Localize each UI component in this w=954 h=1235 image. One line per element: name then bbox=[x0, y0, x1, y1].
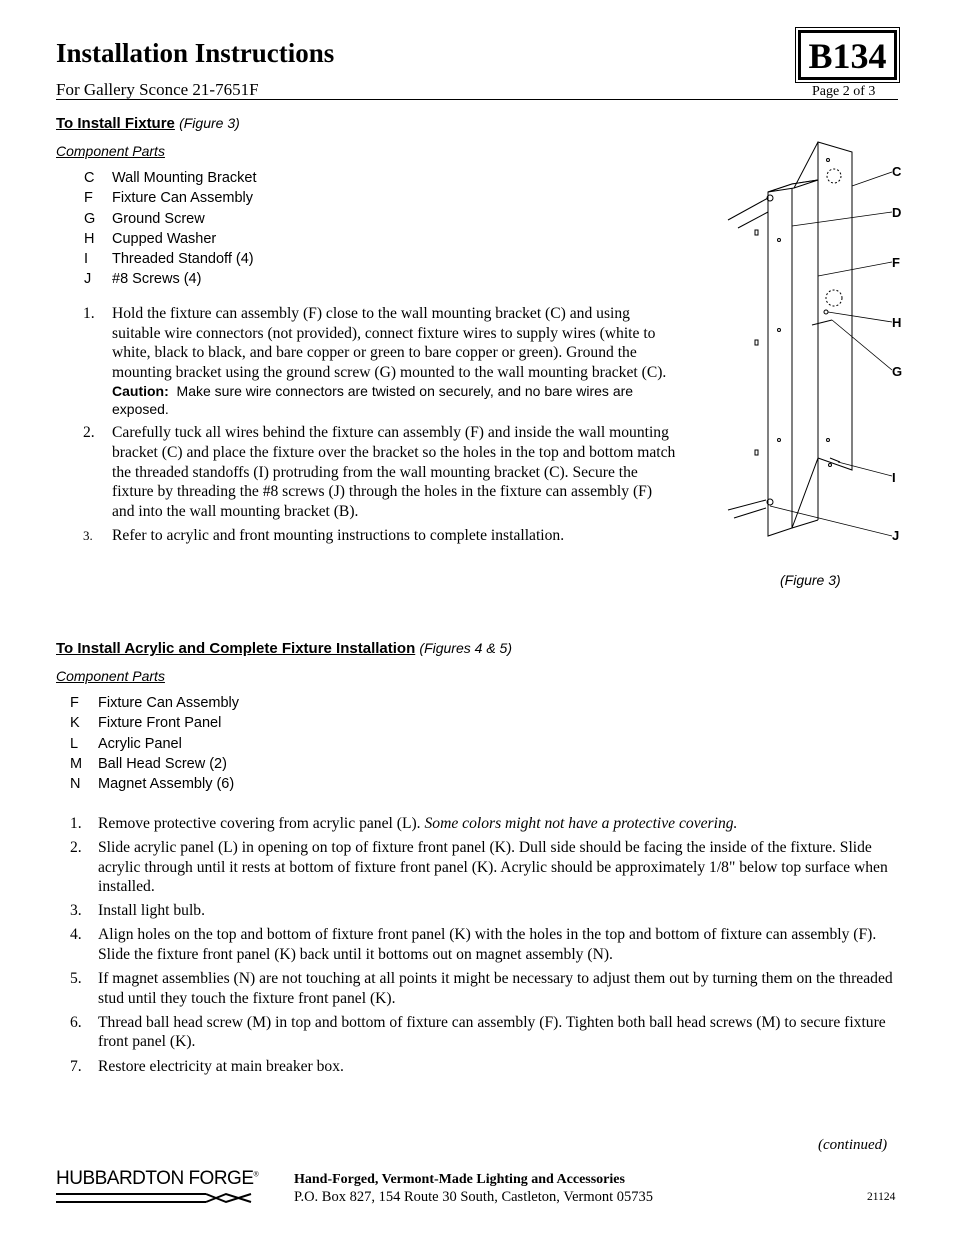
step-number: 3. bbox=[83, 528, 93, 544]
part-letter: F bbox=[84, 190, 93, 207]
part-item bbox=[70, 713, 239, 733]
part-name: Fixture Front Panel bbox=[98, 715, 222, 732]
part-letter: L bbox=[70, 735, 79, 752]
step-text: Remove protective covering from acrylic panel (L). bbox=[98, 815, 421, 832]
part-item bbox=[84, 249, 257, 269]
part-name: Ball Head Screw (2) bbox=[98, 755, 227, 772]
step-number: 4. bbox=[70, 926, 82, 944]
step-item bbox=[56, 1057, 896, 1077]
step-number: 7. bbox=[70, 1057, 82, 1075]
figure-label-g: G bbox=[892, 364, 903, 379]
step-number: 3. bbox=[70, 902, 82, 920]
part-item bbox=[70, 754, 239, 774]
step-item bbox=[56, 1013, 896, 1052]
part-item bbox=[70, 693, 239, 713]
install-fixture-steps bbox=[56, 304, 676, 551]
part-letter: J bbox=[84, 271, 92, 288]
section-heading-install-acrylic bbox=[56, 640, 512, 657]
part-item bbox=[70, 774, 239, 794]
step-text: Thread ball head screw (M) in top and bottom of fixture can assembly (F). Tighten both ball head screws (M) to secure fixture front panel (K). bbox=[98, 1013, 886, 1051]
step-item bbox=[56, 901, 896, 921]
part-item bbox=[84, 229, 257, 249]
component-parts-heading: Component Parts bbox=[56, 143, 165, 159]
step-number: 1. bbox=[83, 305, 95, 322]
step-text: Refer to acrylic and front mounting instructions to complete installation. bbox=[112, 527, 565, 545]
figure-label-d: D bbox=[892, 205, 902, 220]
part-item bbox=[84, 209, 257, 229]
part-name: Ground Screw bbox=[112, 210, 205, 227]
component-parts-heading: Component Parts bbox=[56, 668, 165, 684]
figure-3-diagram bbox=[720, 140, 920, 550]
part-letter: H bbox=[84, 230, 95, 247]
part-item bbox=[84, 269, 257, 289]
step-number: 2. bbox=[83, 424, 95, 442]
step-item bbox=[56, 969, 896, 1008]
document-subtitle: For Gallery Sconce 21-7651F bbox=[56, 80, 259, 99]
header-divider bbox=[56, 99, 898, 100]
hubbardton-forge-logo bbox=[56, 1168, 266, 1210]
step-number: 1. bbox=[70, 815, 82, 832]
document-code-badge: B134 bbox=[798, 30, 897, 80]
step-text: Hold the fixture can assembly (F) close to the wall mounting bracket (C) and using suitable wire connectors (not provided), connect fixture wires to supply wires (white to white, black to black, and bare copper or green to bare copper or green). Ground the mounting bracket using the ground screw (G) mounted to the wall mounting bracket (C). bbox=[112, 305, 667, 381]
page-number: Page 2 of 3 bbox=[812, 84, 876, 99]
part-name: Cupped Washer bbox=[112, 230, 217, 247]
figure-label-i: I bbox=[892, 470, 896, 485]
step-item bbox=[56, 423, 676, 521]
component-parts-list bbox=[70, 693, 239, 794]
part-name: Magnet Assembly (6) bbox=[98, 776, 235, 793]
footer-document-code: 21124 bbox=[867, 1191, 896, 1203]
section-heading-install-fixture bbox=[56, 115, 240, 132]
step-text: Install light bulb. bbox=[98, 902, 205, 920]
part-name: Acrylic Panel bbox=[98, 735, 182, 752]
fixture-can-front bbox=[768, 184, 792, 536]
step-text: If magnet assemblies (N) are not touching at all points it might be necessary to adjust them out by turning them on the threaded stud until they touch the fixture front panel (K). bbox=[98, 970, 893, 1007]
part-letter: M bbox=[70, 755, 83, 772]
part-name: #8 Screws (4) bbox=[112, 271, 202, 288]
part-letter: G bbox=[84, 210, 96, 227]
figure-caption: (Figure 3) bbox=[780, 572, 841, 588]
part-item bbox=[84, 168, 257, 188]
step-text: Slide acrylic panel (L) in opening on top of fixture front panel (K). Dull side should be facing the inside of the fixture. Slide acrylic through until it rests at bottom of fixture front panel (K). Acrylic should be approximately 1/8" below top surface when installed. bbox=[98, 839, 888, 896]
caution-text: Make sure wire connectors are twisted on securely, and no bare wires are exposed. bbox=[112, 383, 634, 418]
figure-label-h: H bbox=[892, 315, 902, 330]
part-letter: F bbox=[70, 695, 79, 711]
step-item bbox=[56, 925, 896, 964]
figure-label-c: C bbox=[892, 164, 902, 179]
step-text: Carefully tuck all wires behind the fixture can assembly (F) and inside the wall mounting bracket (C) and place the fixture over the bracket so the holes in the top and bottom match the threaded standoffs (I) protruding from the wall mounting bracket (C). Secure the fixture by threading the #8 screws (J) through the holes in the fixture can assembly (F) and into the wall mounting bracket (B). bbox=[112, 424, 676, 520]
figure-label-j: J bbox=[892, 528, 900, 543]
wall-bracket-shape bbox=[818, 142, 852, 470]
step-item bbox=[56, 304, 676, 418]
part-item bbox=[70, 734, 239, 754]
part-name: Wall Mounting Bracket bbox=[112, 170, 257, 186]
figure-reference: (Figures 4 & 5) bbox=[419, 640, 512, 656]
part-name: Threaded Standoff (4) bbox=[112, 251, 254, 268]
step-number: 5. bbox=[70, 970, 82, 988]
section-title: To Install Fixture bbox=[56, 115, 175, 132]
step-item bbox=[56, 838, 896, 897]
footer-tagline: Hand-Forged, Vermont-Made Lighting and Accessories bbox=[294, 1172, 625, 1187]
install-acrylic-steps bbox=[56, 814, 896, 1081]
part-letter: N bbox=[70, 776, 81, 793]
figure-reference: (Figure 3) bbox=[179, 115, 240, 131]
caution-note bbox=[112, 382, 676, 418]
figure-label-f: F bbox=[892, 255, 900, 270]
part-letter: K bbox=[70, 715, 80, 732]
continued-note: (continued) bbox=[818, 1137, 888, 1153]
part-letter: I bbox=[84, 251, 89, 268]
logo-forge-mark-icon bbox=[56, 1190, 266, 1210]
section-title: To Install Acrylic and Complete Fixture Installation bbox=[56, 640, 416, 657]
footer-address: P.O. Box 827, 154 Route 30 South, Castleton, Vermont 05735 bbox=[294, 1189, 654, 1205]
step-item bbox=[56, 526, 676, 546]
logo-wordmark: HUBBARDTON FORGE® bbox=[56, 1168, 259, 1189]
caution-label: Caution: bbox=[112, 383, 169, 400]
part-letter: C bbox=[84, 170, 95, 186]
document-title: Installation Instructions bbox=[56, 38, 335, 68]
step-text: Align holes on the top and bottom of fixture front panel (K) with the holes in the top and bottom of fixture can assembly (F). Slide the fixture front panel (K) back until it bottoms out on magnet assembly (N). bbox=[98, 926, 877, 964]
part-name: Fixture Can Assembly bbox=[112, 190, 254, 207]
part-name: Fixture Can Assembly bbox=[98, 695, 240, 711]
step-number: 6. bbox=[70, 1013, 82, 1031]
part-item bbox=[84, 188, 257, 208]
step-number: 2. bbox=[70, 839, 82, 857]
step-item bbox=[56, 814, 896, 834]
step-text: Restore electricity at main breaker box. bbox=[98, 1057, 344, 1075]
component-parts-list bbox=[84, 168, 257, 290]
step-note: Some colors might not have a protective covering. bbox=[424, 815, 738, 832]
